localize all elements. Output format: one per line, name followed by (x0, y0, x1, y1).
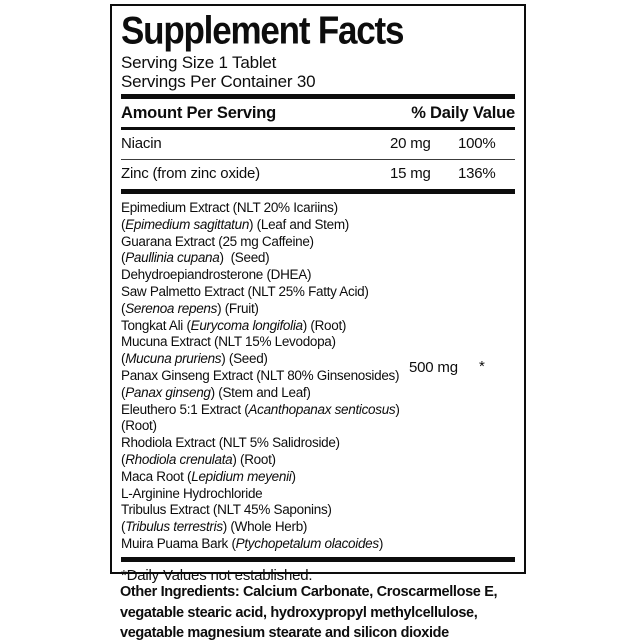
other-ingredients-line: vegatable magnesium stearate and silicon dioxide (120, 625, 449, 640)
blend-amount: 500 mg (409, 359, 458, 376)
nutrient-daily-value: 136% (458, 165, 496, 182)
botanical-name: Rhodiola crenulata (125, 451, 233, 467)
ingredient-line (121, 334, 515, 351)
ingredient-text: ) (Root) (232, 451, 276, 467)
nutrient-amount: 15 mg (390, 165, 431, 182)
ingredient-list (121, 200, 515, 553)
other-ingredients-line: Other Ingredients: Calcium Carbonate, Croscarmellose E, (120, 584, 498, 600)
ingredient-line (121, 284, 515, 301)
serving-size: Serving Size 1 Tablet (121, 53, 277, 72)
ingredient-text: ) (Root) (302, 317, 347, 333)
ingredient-text: Epimedium Extract (NLT 20% Icariins) (121, 200, 338, 215)
daily-value-header: % Daily Value (411, 104, 515, 122)
ingredient-text: (Root) (121, 418, 157, 434)
ingredient-line (121, 217, 515, 234)
ingredient-text: ) (Fruit) (217, 300, 259, 316)
ingredient-text: Mucuna Extract (NLT 15% Levodopa) (121, 334, 336, 350)
ingredient-text: ) (Seed) (219, 250, 270, 266)
ingredient-text: Dehydroepiandrosterone (DHEA) (121, 267, 312, 283)
ingredient-text: Maca Root ( (121, 468, 192, 484)
ingredient-line (121, 452, 515, 469)
nutrient-row (121, 160, 515, 189)
daily-value-footnote: *Daily Values not established. (121, 566, 313, 584)
ingredient-line (121, 301, 515, 318)
ingredient-line (121, 502, 515, 519)
botanical-name: Ptychopetalum olacoides (235, 535, 379, 551)
ingredient-text: ( (121, 351, 126, 367)
ingredient-line (121, 234, 515, 251)
botanical-name: Epimedium sagittatun (125, 216, 250, 232)
botanical-name: Paullinia cupana (125, 250, 220, 266)
ingredient-line (121, 486, 515, 503)
ingredient-text: ( (121, 216, 126, 232)
ingredient-text: Rhodiola Extract (NLT 5% Salidroside) (121, 435, 340, 451)
ingredient-text: ( (121, 519, 126, 535)
ingredient-line (121, 435, 515, 452)
other-ingredients-text (120, 582, 497, 640)
ingredient-text: ) (291, 468, 296, 484)
botanical-name: Lepidium meyenii (191, 468, 292, 484)
ingredient-text: Muira Puama Bark ( (121, 535, 236, 551)
ingredient-line (121, 250, 515, 267)
ingredient-text: L-Arginine Hydrochloride (121, 485, 263, 501)
ingredient-line (121, 385, 515, 402)
ingredient-line (121, 536, 515, 553)
ingredient-text: ) (Whole Herb) (222, 519, 308, 535)
ingredient-line (121, 519, 515, 536)
ingredient-text: Eleuthero 5:1 Extract ( (121, 401, 249, 417)
nutrient-name: Zinc (from zinc oxide) (121, 165, 260, 182)
nutrient-amount: 20 mg (390, 135, 431, 152)
ingredient-text: ( (121, 451, 126, 467)
supplement-facts-panel (110, 4, 526, 584)
ingredient-text: Panax Ginseng Extract (NLT 80% Ginsenosides) (121, 367, 400, 383)
ingredient-text: ( (121, 250, 126, 266)
botanical-name: Panax ginseng (125, 384, 211, 400)
other-ingredients-line: vegatable stearic acid, hydroxypropyl methylcellulose, (120, 604, 478, 621)
nutrient-row (121, 130, 515, 159)
ingredient-text: ) (Leaf and Stem) (249, 216, 349, 232)
ingredient-text: Guarana Extract (25 mg Caffeine) (121, 233, 314, 249)
ingredient-line (121, 267, 515, 284)
botanical-name: Mucuna pruriens (125, 351, 222, 367)
botanical-name: Eurycoma longifolia (190, 317, 303, 333)
ingredient-text: ) (Seed) (221, 351, 268, 367)
ingredient-line (121, 318, 515, 335)
ingredient-text: ) (Stem and Leaf) (210, 384, 311, 400)
proprietary-blend-section (121, 194, 515, 557)
ingredient-line (121, 200, 515, 217)
ingredient-text: Saw Palmetto Extract (NLT 25% Fatty Acid) (121, 283, 369, 299)
panel-title: Supplement Facts (121, 8, 404, 53)
ingredient-text: ( (121, 300, 126, 316)
servings-per-container: Servings Per Container 30 (121, 72, 316, 91)
ingredient-line (121, 402, 515, 419)
nutrient-rows (121, 130, 515, 189)
botanical-name: Tribulus terrestris (125, 519, 223, 535)
ingredient-text: Tribulus Extract (NLT 45% Saponins) (121, 502, 332, 518)
ingredient-line (121, 418, 515, 435)
nutrient-name: Niacin (121, 135, 162, 152)
blend-daily-value-asterisk: * (479, 358, 485, 375)
botanical-name: Acanthopanax senticosus (248, 401, 396, 417)
ingredient-text: ) (378, 535, 384, 551)
nutrient-daily-value: 100% (458, 135, 496, 152)
column-header-row (121, 99, 515, 127)
amount-per-serving-header: Amount Per Serving (121, 104, 277, 122)
ingredient-line (121, 469, 515, 486)
ingredient-text: ( (121, 384, 126, 400)
botanical-name: Serenoa repens (125, 300, 218, 316)
ingredient-text: Tongkat Ali ( (121, 317, 191, 333)
ingredient-text: ) (395, 401, 400, 417)
